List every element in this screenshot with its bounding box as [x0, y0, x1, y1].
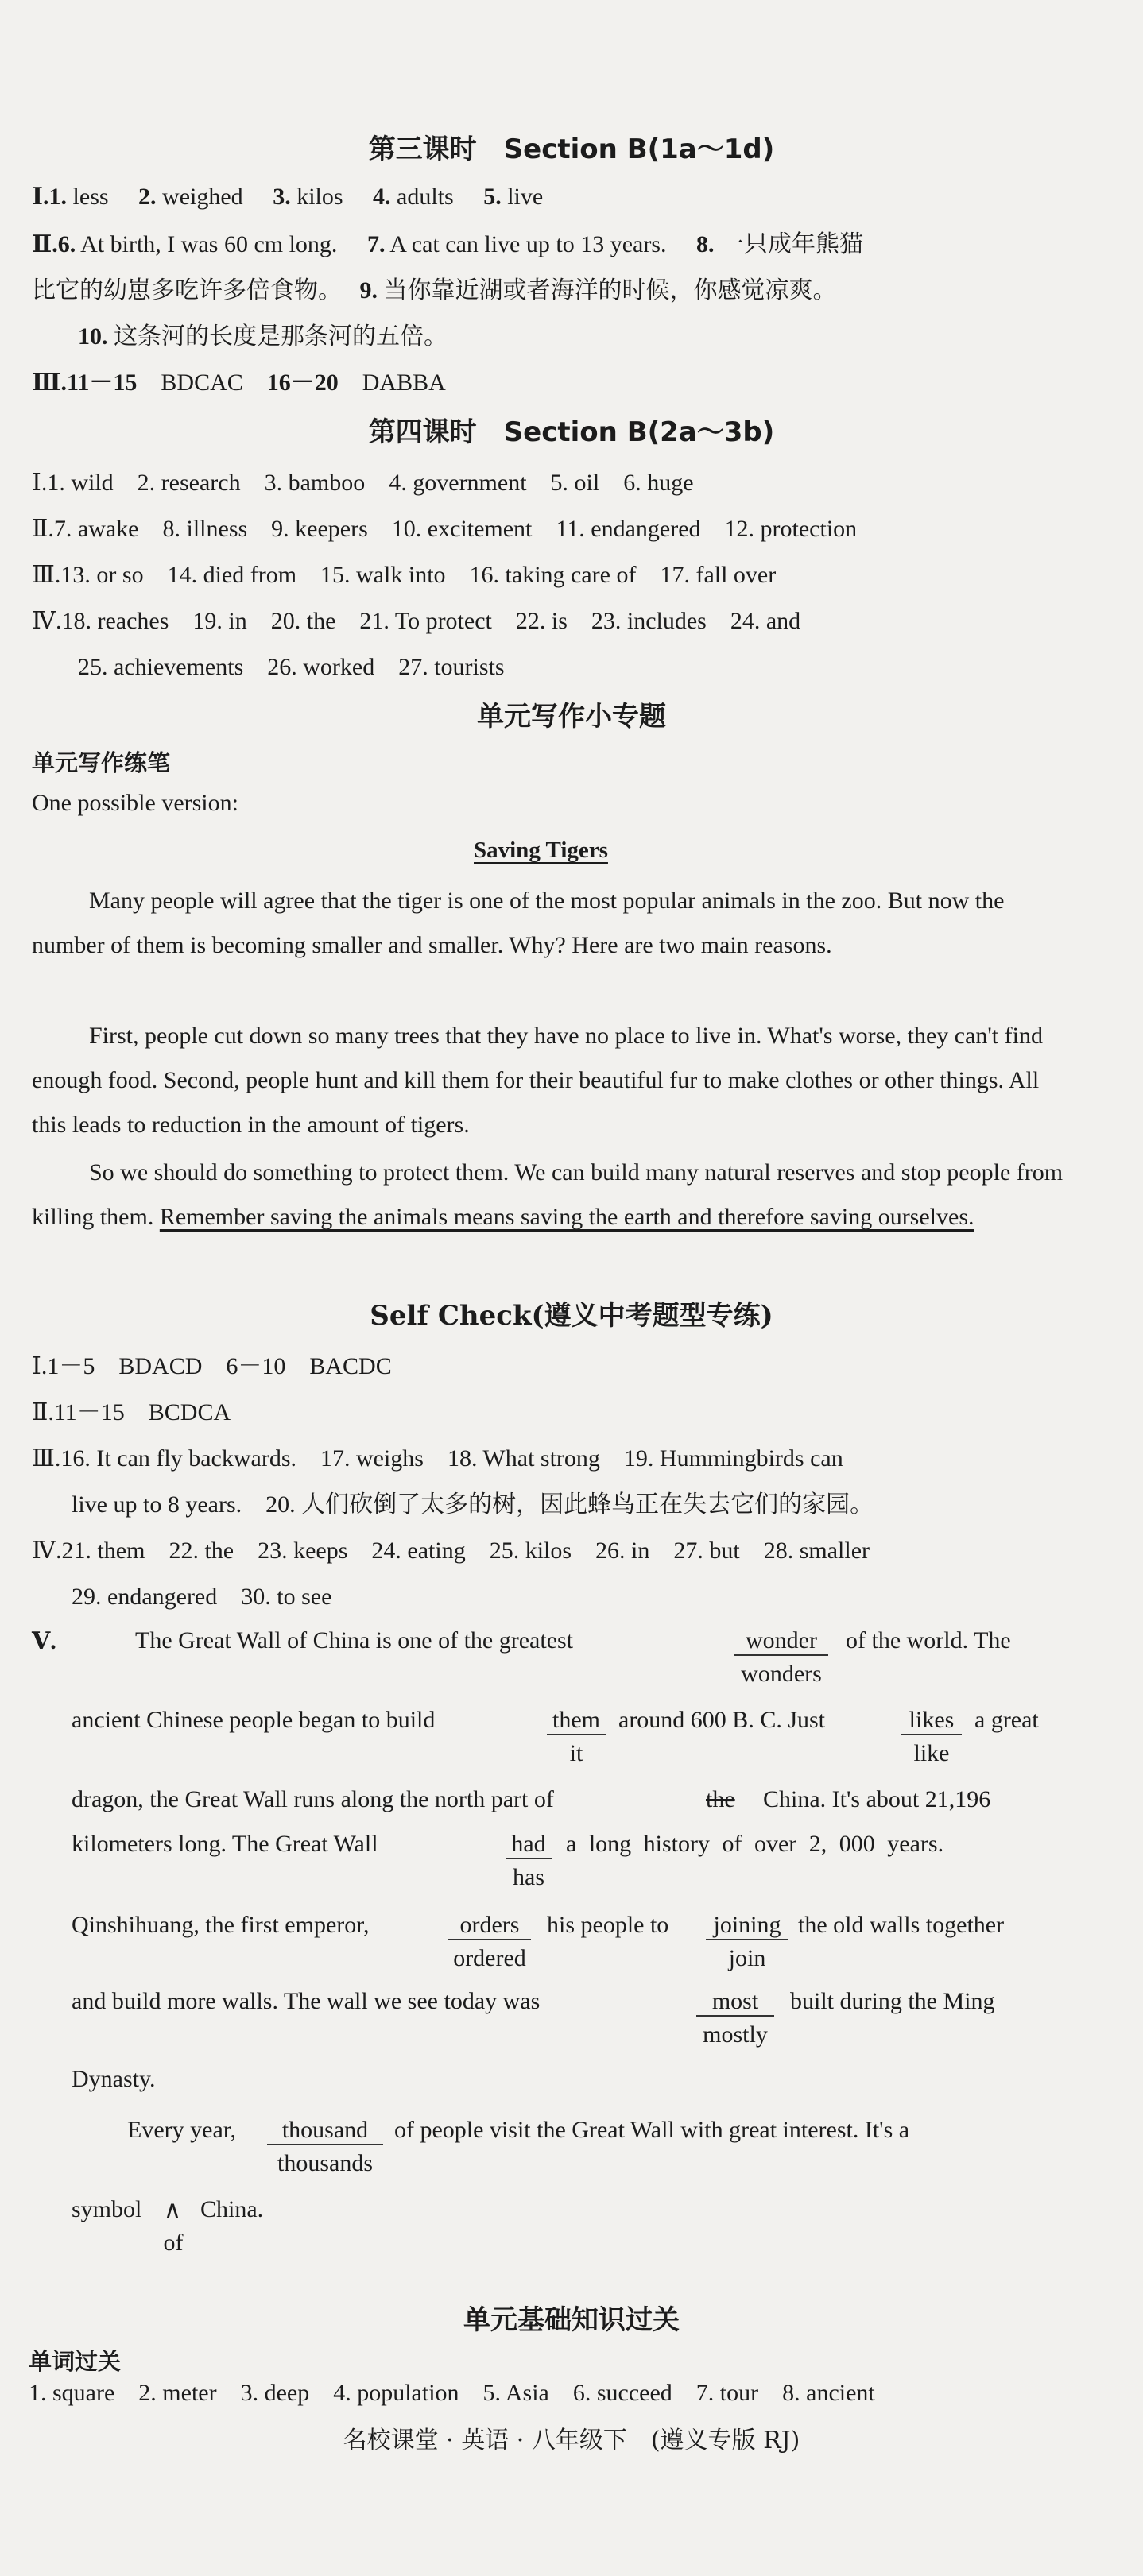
correction-fix-has: has [513, 1864, 544, 1890]
sec1-line4: 10. 这条河的长度是那条河的五倍。 [78, 323, 448, 350]
correction-delete-the: the [706, 1786, 735, 1812]
correction-fix-thousands: thousands [277, 2150, 373, 2176]
selfcheck-line2: Ⅱ.11－15 BCDCA [32, 1399, 231, 1425]
sec2-line1: Ⅰ.1. wild 2. research 3. bamboo 4. government 5. oil 6. huge [32, 470, 694, 496]
correction-row6-a: and build more walls. The wall we see today was [72, 1988, 541, 2014]
essay-underlined-sentence: Remember saving the animals means saving the earth and therefore saving ourselves. [159, 1204, 974, 1230]
sec1-line2: Ⅱ.6. At birth, I was 60 cm long. 7. A cat can live up to 13 years. 8. 一只成年熊猫 [32, 231, 864, 257]
correction-fix-like: like [913, 1740, 950, 1766]
essay-paragraph-2: First, people cut down so many trees that they have no place to live in. What's worse, they can't find enough food. Second, people hunt and kill them for their beautiful fur to make clothes or other things. All this leads to reduction in the amount of tigers. [32, 1023, 1043, 1138]
writing-subtitle: 单元写作练笔 [32, 749, 171, 776]
section-title-lesson4: 第四课时 Section B(2a～3b) [368, 416, 775, 448]
sec1-line1: Ⅰ.1. less 2. weighed 3. kilos 4. adults 5. live [32, 184, 544, 210]
correction-fix-it: it [569, 1740, 583, 1766]
correction-row5-c: the old walls together [798, 1912, 1005, 1938]
correction-row1-a: The Great Wall of China is one of the greatest [135, 1627, 574, 1654]
correction-wrong-joining: joining [706, 1912, 788, 1940]
correction-row2-a: ancient Chinese people began to build [72, 1707, 436, 1733]
selfcheck-line3: Ⅲ.16. It can fly backwards. 17. weighs 18. What strong 19. Hummingbirds can [32, 1445, 843, 1472]
selfcheck-line1: Ⅰ.1－5 BDACD 6－10 BACDC [32, 1353, 392, 1379]
sec1-line5: Ⅲ.11－15 BDCAC 16－20 DABBA [32, 369, 446, 396]
sec2-line2: Ⅱ.7. awake 8. illness 9. keepers 10. excitement 11. endangered 12. protection [32, 516, 858, 542]
correction-fix-ordered: ordered [453, 1945, 526, 1971]
basics-subtitle: 单词过关 [29, 2348, 122, 2375]
correction-wrong-likes: likes [901, 1707, 962, 1735]
writing-intro: One possible version: [32, 790, 238, 816]
correction-wrong-thousand: thousand [267, 2117, 383, 2145]
sec1-line3: 比它的幼崽多吃许多倍食物。 9. 当你靠近湖或者海洋的时候，你感觉凉爽。 [32, 277, 837, 304]
correction-row2-c: a great [974, 1707, 1039, 1733]
sec2-line5: 25. achievements 26. worked 27. tourists [78, 654, 505, 680]
correction-row3-a: dragon, the Great Wall runs along the north part of [72, 1786, 554, 1812]
correction-fix-mostly: mostly [703, 2021, 768, 2048]
correction-row8-b: of people visit the Great Wall with great interest. It's a [394, 2117, 910, 2143]
correction-fix-join: join [728, 1945, 766, 1971]
section-title-lesson3: 第三课时 Section B(1a～1d) [368, 133, 775, 165]
writing-title: 单元写作小专题 [477, 701, 666, 733]
correction-wrong-had: had [506, 1831, 552, 1859]
correction-row6-b: built during the Ming [790, 1988, 995, 2014]
selfcheck-line6: 29. endangered 30. to see [72, 1584, 332, 1610]
correction-fix-wonders: wonders [741, 1661, 822, 1687]
selfcheck-line4: live up to 8 years. 20. 人们砍倒了太多的树，因此蜂鸟正在失去它们的家园。 [72, 1491, 874, 1518]
correction-row8-a: Every year, [127, 2117, 237, 2143]
essay-paragraph-1: Many people will agree that the tiger is one of the most popular animals in the zoo. But now the number of them is becoming smaller and smaller. Why? Here are two main reasons. [32, 888, 1005, 958]
correction-wrong-them: them [547, 1707, 606, 1735]
correction-wrong-wonder: wonder [734, 1627, 828, 1656]
correction-insert-of: of [163, 2230, 184, 2256]
sec2-line3: Ⅲ.13. or so 14. died from 15. walk into 16. taking care of 17. fall over [32, 562, 777, 588]
selfcheck-line5: Ⅳ.21. them 22. the 23. keeps 24. eating 25. kilos 26. in 27. but 28. smaller [32, 1537, 870, 1564]
correction-row7: Dynasty. [72, 2066, 156, 2092]
correction-row2-b: around 600 B. C. Just [618, 1707, 826, 1733]
correction-row1-b: of the world. The [846, 1627, 1011, 1654]
sec2-line4: Ⅳ.18. reaches 19. in 20. the 21. To protect 22. is 23. includes 24. and [32, 608, 801, 634]
selfcheck-title: Self Check(遵义中考题型专练) [370, 1300, 773, 1332]
correction-row4-a: kilometers long. The Great Wall [72, 1831, 378, 1857]
basics-line1: 1. square 2. meter 3. deep 4. population 5. Asia 6. succeed 7. tour 8. ancient [29, 2380, 875, 2406]
correction-row5-a: Qinshihuang, the first emperor, [72, 1912, 370, 1938]
correction-row9-a: symbol [72, 2196, 142, 2222]
correction-label: Ⅴ. [32, 1628, 56, 1654]
correction-wrong-most: most [696, 1988, 774, 2017]
basics-title: 单元基础知识过关 [463, 2304, 680, 2336]
correction-row5-b: his people to [547, 1912, 669, 1938]
correction-row3-b: China. It's about 21,196 [763, 1786, 991, 1812]
correction-wrong-orders: orders [448, 1912, 531, 1940]
correction-row4-b: a long history of over 2, 000 years. [566, 1831, 944, 1857]
essay-paragraph-3: So we should do something to protect them. We can build many natural reserves and stop people from killing them. Remember saving the animals means saving the earth and therefore saving ourselves. [32, 1159, 1064, 1230]
essay-title: Saving Tigers [474, 837, 608, 863]
correction-caret: ∧ [164, 2197, 181, 2223]
correction-row9-b: China. [200, 2196, 264, 2222]
page-footer: 名校课堂 · 英语 · 八年级下 (遵义专版 RJ) [343, 2427, 800, 2454]
